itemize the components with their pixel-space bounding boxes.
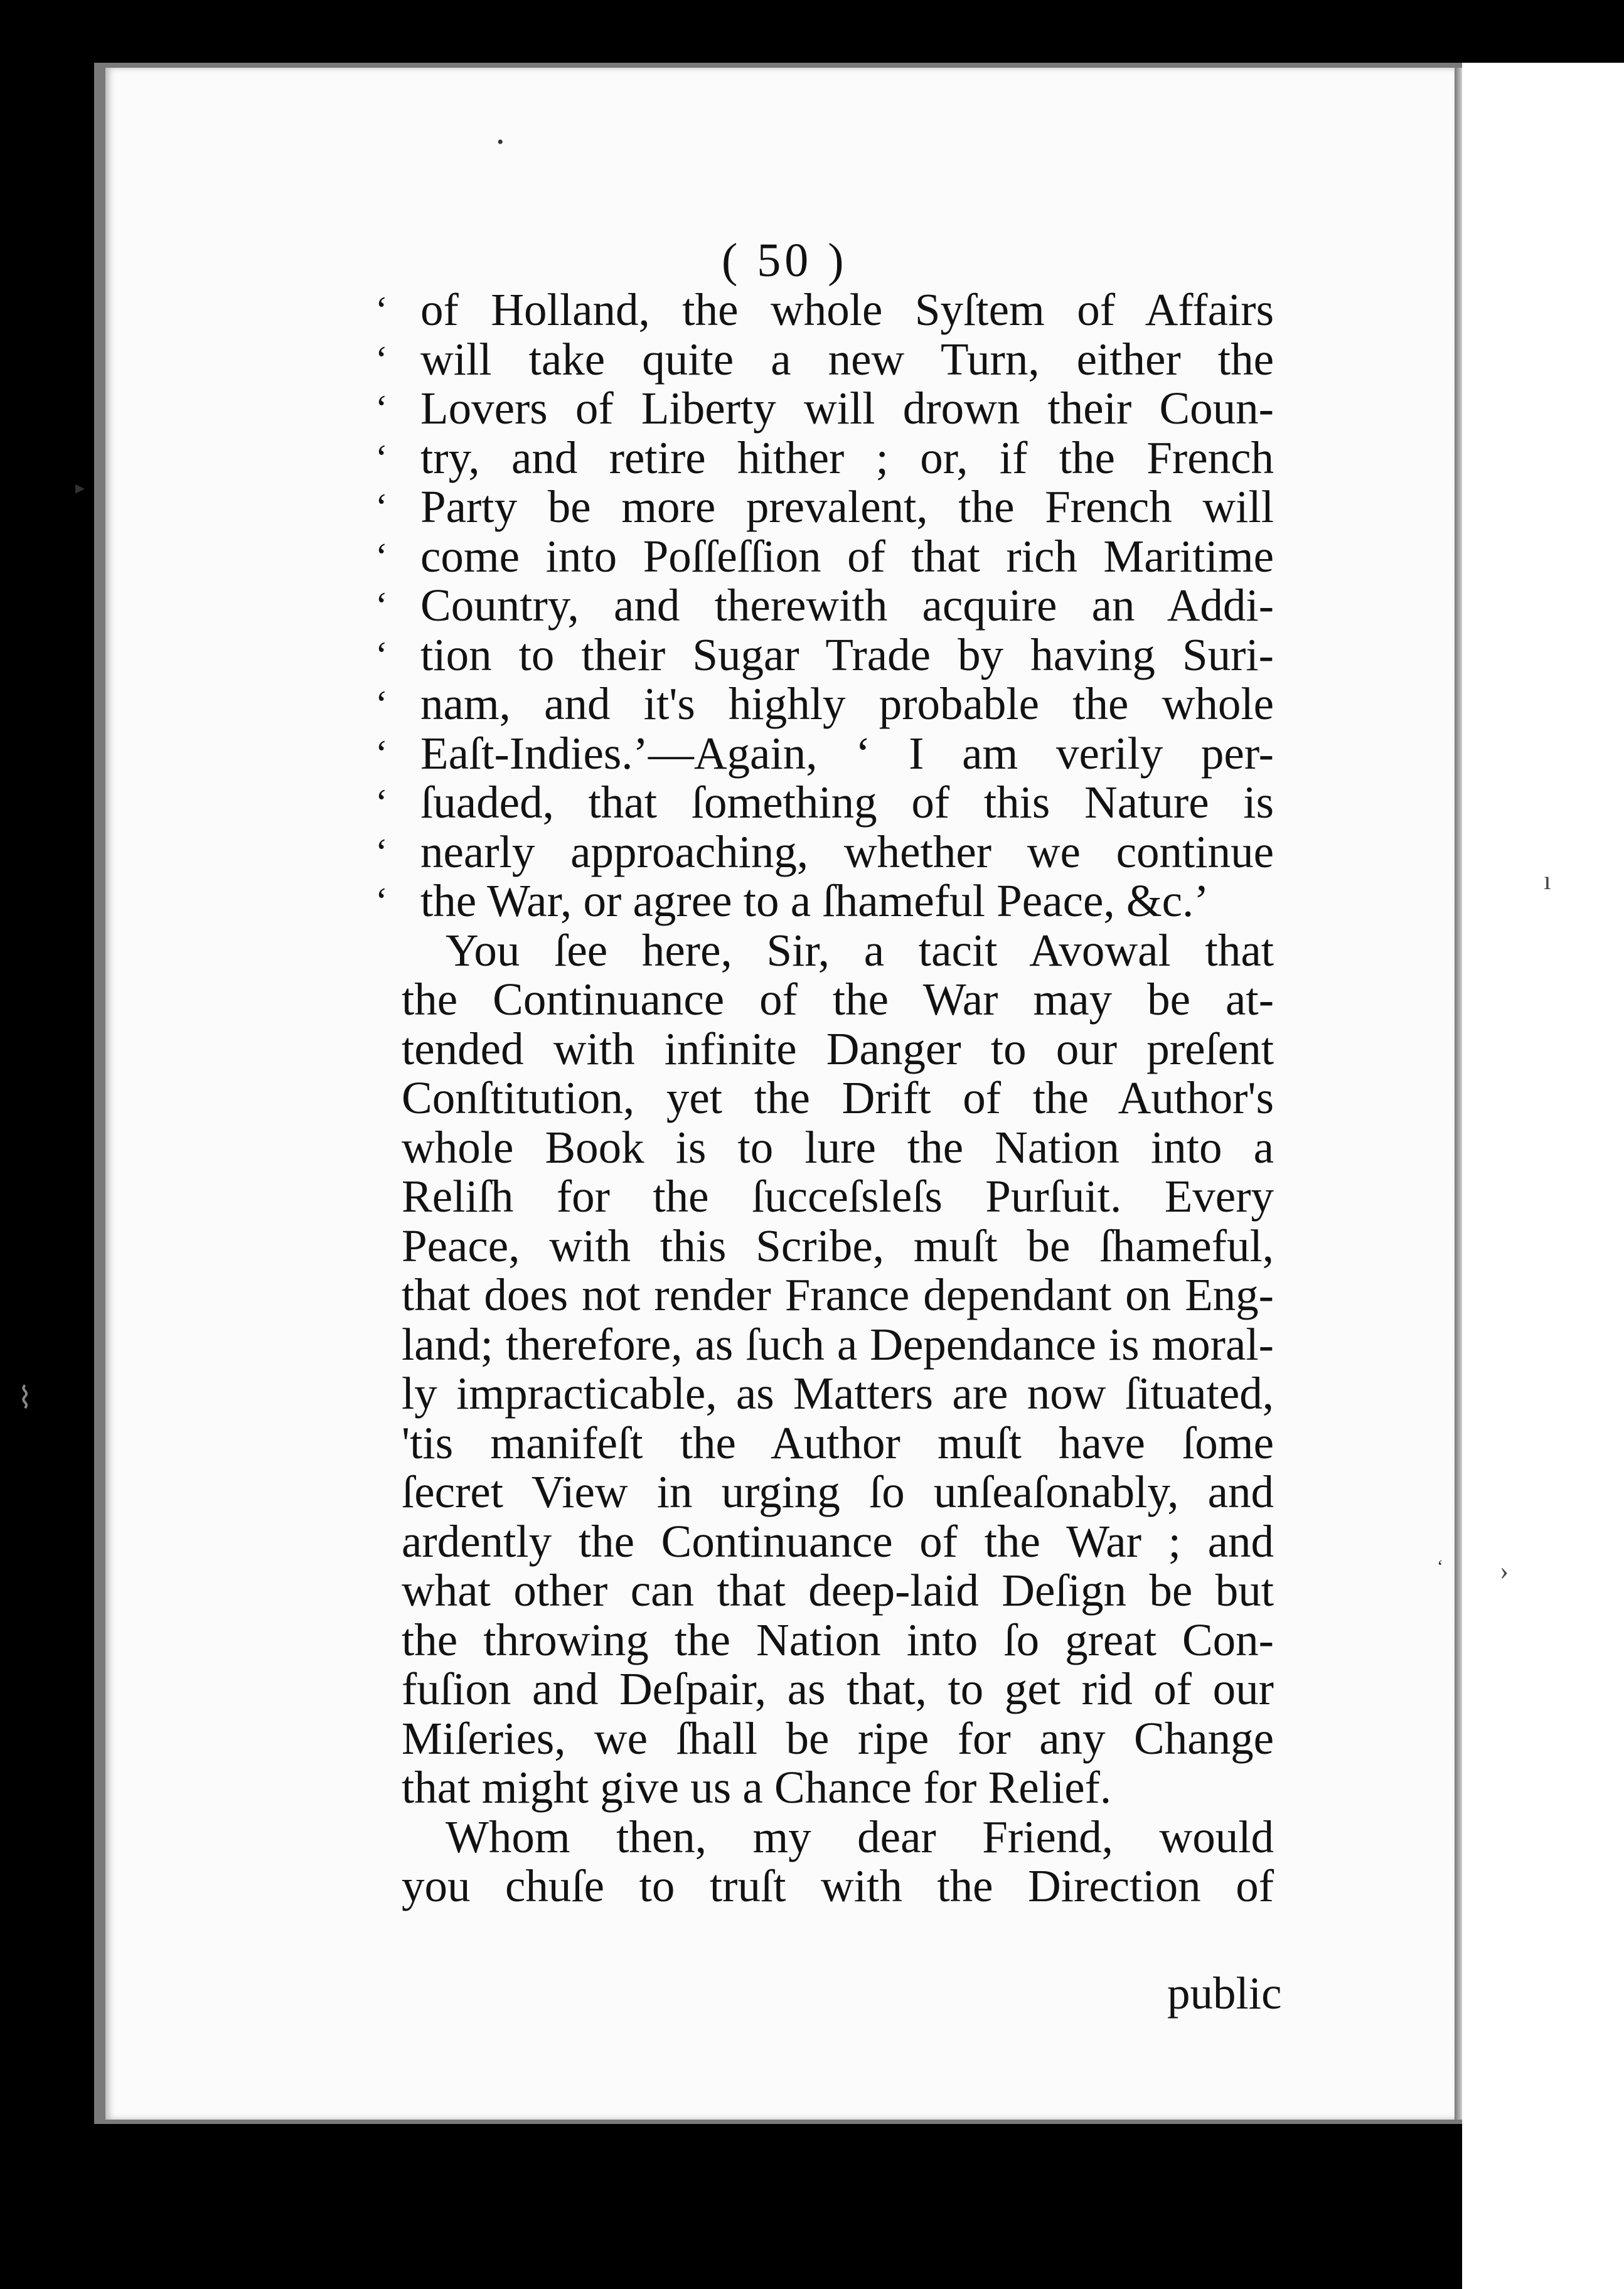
text-line-content: will take quite a new Turn, either the <box>420 333 1274 385</box>
text-line-content: tended with infinite Danger to our preſent <box>402 1023 1274 1074</box>
text-line-content: whole Book is to lure the Nation into a <box>402 1121 1274 1173</box>
text-line-content: try, and retire hither ; or, if the French <box>420 432 1274 483</box>
text-line-content: 'tis manifeſt the Author muſt have ſome <box>402 1417 1274 1468</box>
text-line-content: Country, and therewith acquire an Addi- <box>420 580 1274 631</box>
text-line-content: of Holland, the whole Syſtem of Affairs <box>420 284 1274 335</box>
text-line-content: Lovers of Liberty will drown their Coun- <box>420 383 1274 434</box>
text-line <box>402 1763 1274 1813</box>
text-line <box>402 1468 1274 1517</box>
text-line-content: come into Poſſeſſion of that rich Maritime <box>420 530 1274 582</box>
quote-mark: ‘ <box>375 289 388 331</box>
text-line-content: the War, or agree to a ſhameful Peace, &c.’ <box>420 875 1209 926</box>
quote-mark: ‘ <box>375 732 388 774</box>
text-line-content: land; therefore, as ſuch a Dependance is moral- <box>402 1318 1274 1370</box>
text-line <box>402 1222 1274 1271</box>
text-line <box>375 530 1274 582</box>
text-line-content: Peace, with this Scribe, muſt be ſhameful, <box>402 1220 1274 1271</box>
text-line-content: Party be more prevalent, the French will <box>420 481 1274 532</box>
text-line <box>375 383 1274 434</box>
text-line <box>402 1271 1274 1320</box>
text-line <box>375 727 1274 779</box>
text-line-content: you chuſe to truſt with the Direction of <box>402 1860 1274 1911</box>
text-line <box>402 975 1274 1025</box>
page-speck: ▸ <box>75 478 85 498</box>
page-gutter <box>1455 68 1462 2120</box>
text-line <box>375 432 1274 483</box>
quote-mark: ‘ <box>375 388 388 429</box>
page-speck: ʻ <box>1437 1556 1443 1577</box>
facing-page <box>1462 63 1624 2289</box>
text-line <box>402 1566 1274 1616</box>
text-line-content: the throwing the Nation into ſo great Con- <box>402 1614 1274 1665</box>
quote-mark: ‘ <box>375 437 388 479</box>
text-line-content: Miſeries, we ſhall be ripe for any Change <box>402 1712 1274 1764</box>
body-text <box>375 284 1274 1911</box>
quote-mark: ‘ <box>375 486 388 528</box>
text-line <box>402 1419 1274 1468</box>
text-line-content: nam, and it's highly probable the whole <box>420 678 1274 729</box>
text-line-content: ardently the Continuance of the War ; and <box>402 1515 1274 1567</box>
text-line-content: nearly approaching, whether we continue <box>420 826 1274 877</box>
text-line <box>402 1616 1274 1665</box>
facing-page-mark: › <box>1500 1557 1509 1586</box>
quote-mark: ‘ <box>375 338 388 380</box>
quote-mark: ‘ <box>375 831 388 873</box>
quote-mark: ‘ <box>375 634 388 676</box>
page-speck: • <box>497 132 504 152</box>
catchword: public <box>1167 1968 1282 2019</box>
text-line <box>402 1517 1274 1567</box>
page-speck: ⌇ <box>18 1382 33 1415</box>
page-number-header: ( 50 ) <box>722 234 848 287</box>
text-line <box>402 1665 1274 1714</box>
text-line <box>375 875 1274 926</box>
text-line <box>402 1714 1274 1764</box>
text-line <box>375 333 1274 385</box>
text-line <box>375 284 1274 335</box>
text-line-content: the Continuance of the War may be at- <box>402 974 1274 1025</box>
text-line-content: Conſtitution, yet the Drift of the Author's <box>402 1072 1274 1123</box>
quote-mark: ‘ <box>375 535 388 577</box>
text-line <box>375 580 1274 631</box>
text-line <box>375 481 1274 532</box>
text-line <box>402 1074 1274 1123</box>
text-line-content: Whom then, my dear Friend, would <box>446 1811 1274 1862</box>
text-line-content: ſecret View in urging ſo unſeaſonably, and <box>402 1466 1274 1517</box>
text-line-content: that might give us a Chance for Relief. <box>402 1762 1112 1813</box>
text-line <box>375 629 1274 680</box>
text-line <box>402 1172 1274 1222</box>
text-line <box>402 1813 1274 1862</box>
quote-mark: ‘ <box>375 585 388 626</box>
text-line <box>402 1862 1274 1911</box>
text-line <box>402 1123 1274 1173</box>
text-line-content: tion to their Sugar Trade by having Suri- <box>420 629 1274 680</box>
text-line-content: Eaſt-Indies.’—Again, ‘ I am verily per- <box>420 727 1274 779</box>
text-line-content: that does not render France dependant on Eng- <box>402 1269 1274 1320</box>
text-line-content: You ſee here, Sir, a tacit Avowal that <box>446 924 1274 976</box>
text-line <box>402 1369 1274 1419</box>
text-line <box>375 826 1274 877</box>
quote-mark: ‘ <box>375 683 388 725</box>
text-line <box>375 678 1274 729</box>
text-line-content: ly impracticable, as Matters are now ſituated, <box>402 1368 1274 1419</box>
text-line <box>402 1025 1274 1074</box>
facing-page-mark: ı <box>1544 867 1551 895</box>
text-line <box>375 777 1274 828</box>
text-line <box>402 926 1274 976</box>
text-line-content: what other can that deep-laid Deſign be but <box>402 1565 1274 1616</box>
text-line-content: ſuaded, that ſomething of this Nature is <box>420 777 1274 828</box>
quote-mark: ‘ <box>375 782 388 823</box>
text-line-content: fuſion and Deſpair, as that, to get rid of our <box>402 1663 1274 1714</box>
text-line <box>402 1320 1274 1370</box>
quote-mark: ‘ <box>375 880 388 922</box>
text-line-content: Reliſh for the ſucceſsleſs Purſuit. Every <box>402 1171 1274 1222</box>
